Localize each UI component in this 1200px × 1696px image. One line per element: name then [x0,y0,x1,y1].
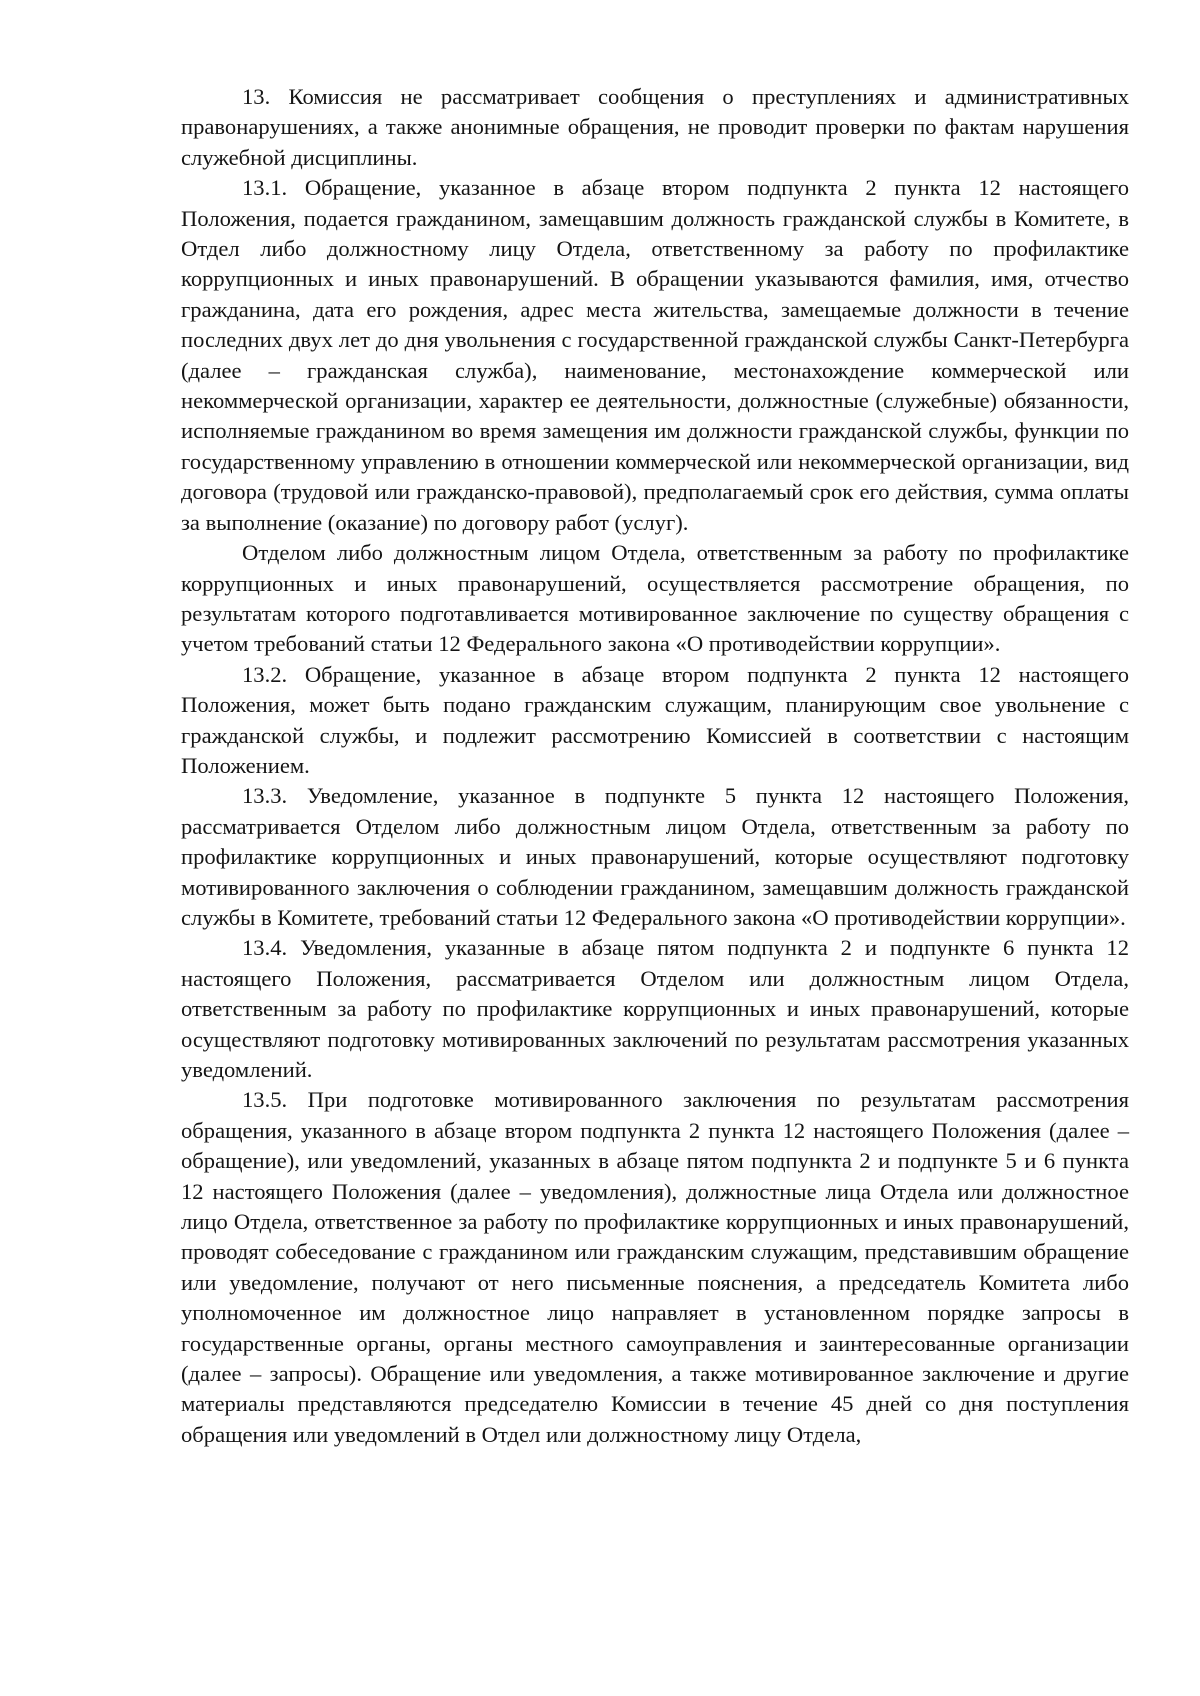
paragraph-13-5: 13.5. При подготовке мотивированного заключения по результатам рассмотрения обращения, указанного в абзаце втором подпункта 2 пункта 12 настоящего Положения (далее – обращение), или уведомлений, указанных в абзаце пятом подпункта 2 и подпункте 5 и 6 пункта 12 настоящего Положения (далее – уведомления), должностные лица Отдела или должностное лицо Отдела, ответственное за работу по профилактике коррупционных и иных правонарушений, проводят собеседование с гражданином или гражданским служащим, представившим обращение или уведомление, получают от него письменные пояснения, а председатель Комитета либо уполномоченное им должностное лицо направляет в установленном порядке запросы в государственные органы, органы местного самоуправления и заинтересованные организации (далее – запросы). Обращение или уведомления, а также мотивированное заключение и другие материалы представляются председателю Комиссии в течение 45 дней со дня поступления обращения или уведомлений в Отдел или должностному лицу Отдела, [181,1087,1129,1447]
paragraph-13-3: 13.3. Уведомление, указанное в подпункте 5 пункта 12 настоящего Положения, рассматривается Отделом либо должностным лицом Отдела, ответственным за работу по профилактике коррупционных и иных правонарушений, которые осуществляют подготовку мотивированного заключения о соблюдении гражданином, замещавшим должность гражданской службы в Комитете, требований статьи 12 Федерального закона «О противодействии коррупции». [181,783,1129,930]
document-body [181,82,1129,1450]
paragraph-13-2: 13.2. Обращение, указанное в абзаце втором подпункта 2 пункта 12 настоящего Положения, может быть подано гражданским служащим, планирующим свое увольнение с гражданской службы, и подлежит рассмотрению Комиссией в соответствии с настоящим Положением. [181,661,1129,778]
paragraph-13-1-review: Отделом либо должностным лицом Отдела, ответственным за работу по профилактике коррупционных и иных правонарушений, осуществляется рассмотрение обращения, по результатам которого подготавливается мотивированное заключение по существу обращения с учетом требований статьи 12 Федерального закона «О противодействии коррупции». [181,540,1129,657]
paragraph-13: 13. Комиссия не рассматривает сообщения о преступлениях и административных правонарушениях, а также анонимные обращения, не проводит проверки по фактам нарушения служебной дисциплины. [181,84,1129,170]
paragraph-13-1: 13.1. Обращение, указанное в абзаце втором подпункта 2 пункта 12 настоящего Положения, подается гражданином, замещавшим должность гражданской службы в Комитете, в Отдел либо должностному лицу Отдела, ответственному за работу по профилактике коррупционных и иных правонарушений. В обращении указываются фамилия, имя, отчество гражданина, дата его рождения, адрес места жительства, замещаемые должности в течение последних двух лет до дня увольнения с государственной гражданской службы Санкт-Петербурга (далее – гражданская служба), наименование, местонахождение коммерческой или некоммерческой организации, характер ее деятельности, должностные (служебные) обязанности, исполняемые гражданином во время замещения им должности гражданской службы, функции по государственному управлению в отношении коммерческой или некоммерческой организации, вид договора (трудовой или гражданско-правовой), предполагаемый срок его действия, сумма оплаты за выполнение (оказание) по договору работ (услуг). [181,175,1129,535]
paragraph-13-4: 13.4. Уведомления, указанные в абзаце пятом подпункта 2 и подпункте 6 пункта 12 настоящего Положения, рассматривается Отделом или должностным лицом Отдела, ответственным за работу по профилактике коррупционных и иных правонарушений, которые осуществляют подготовку мотивированных заключений по результатам рассмотрения указанных уведомлений. [181,935,1129,1082]
